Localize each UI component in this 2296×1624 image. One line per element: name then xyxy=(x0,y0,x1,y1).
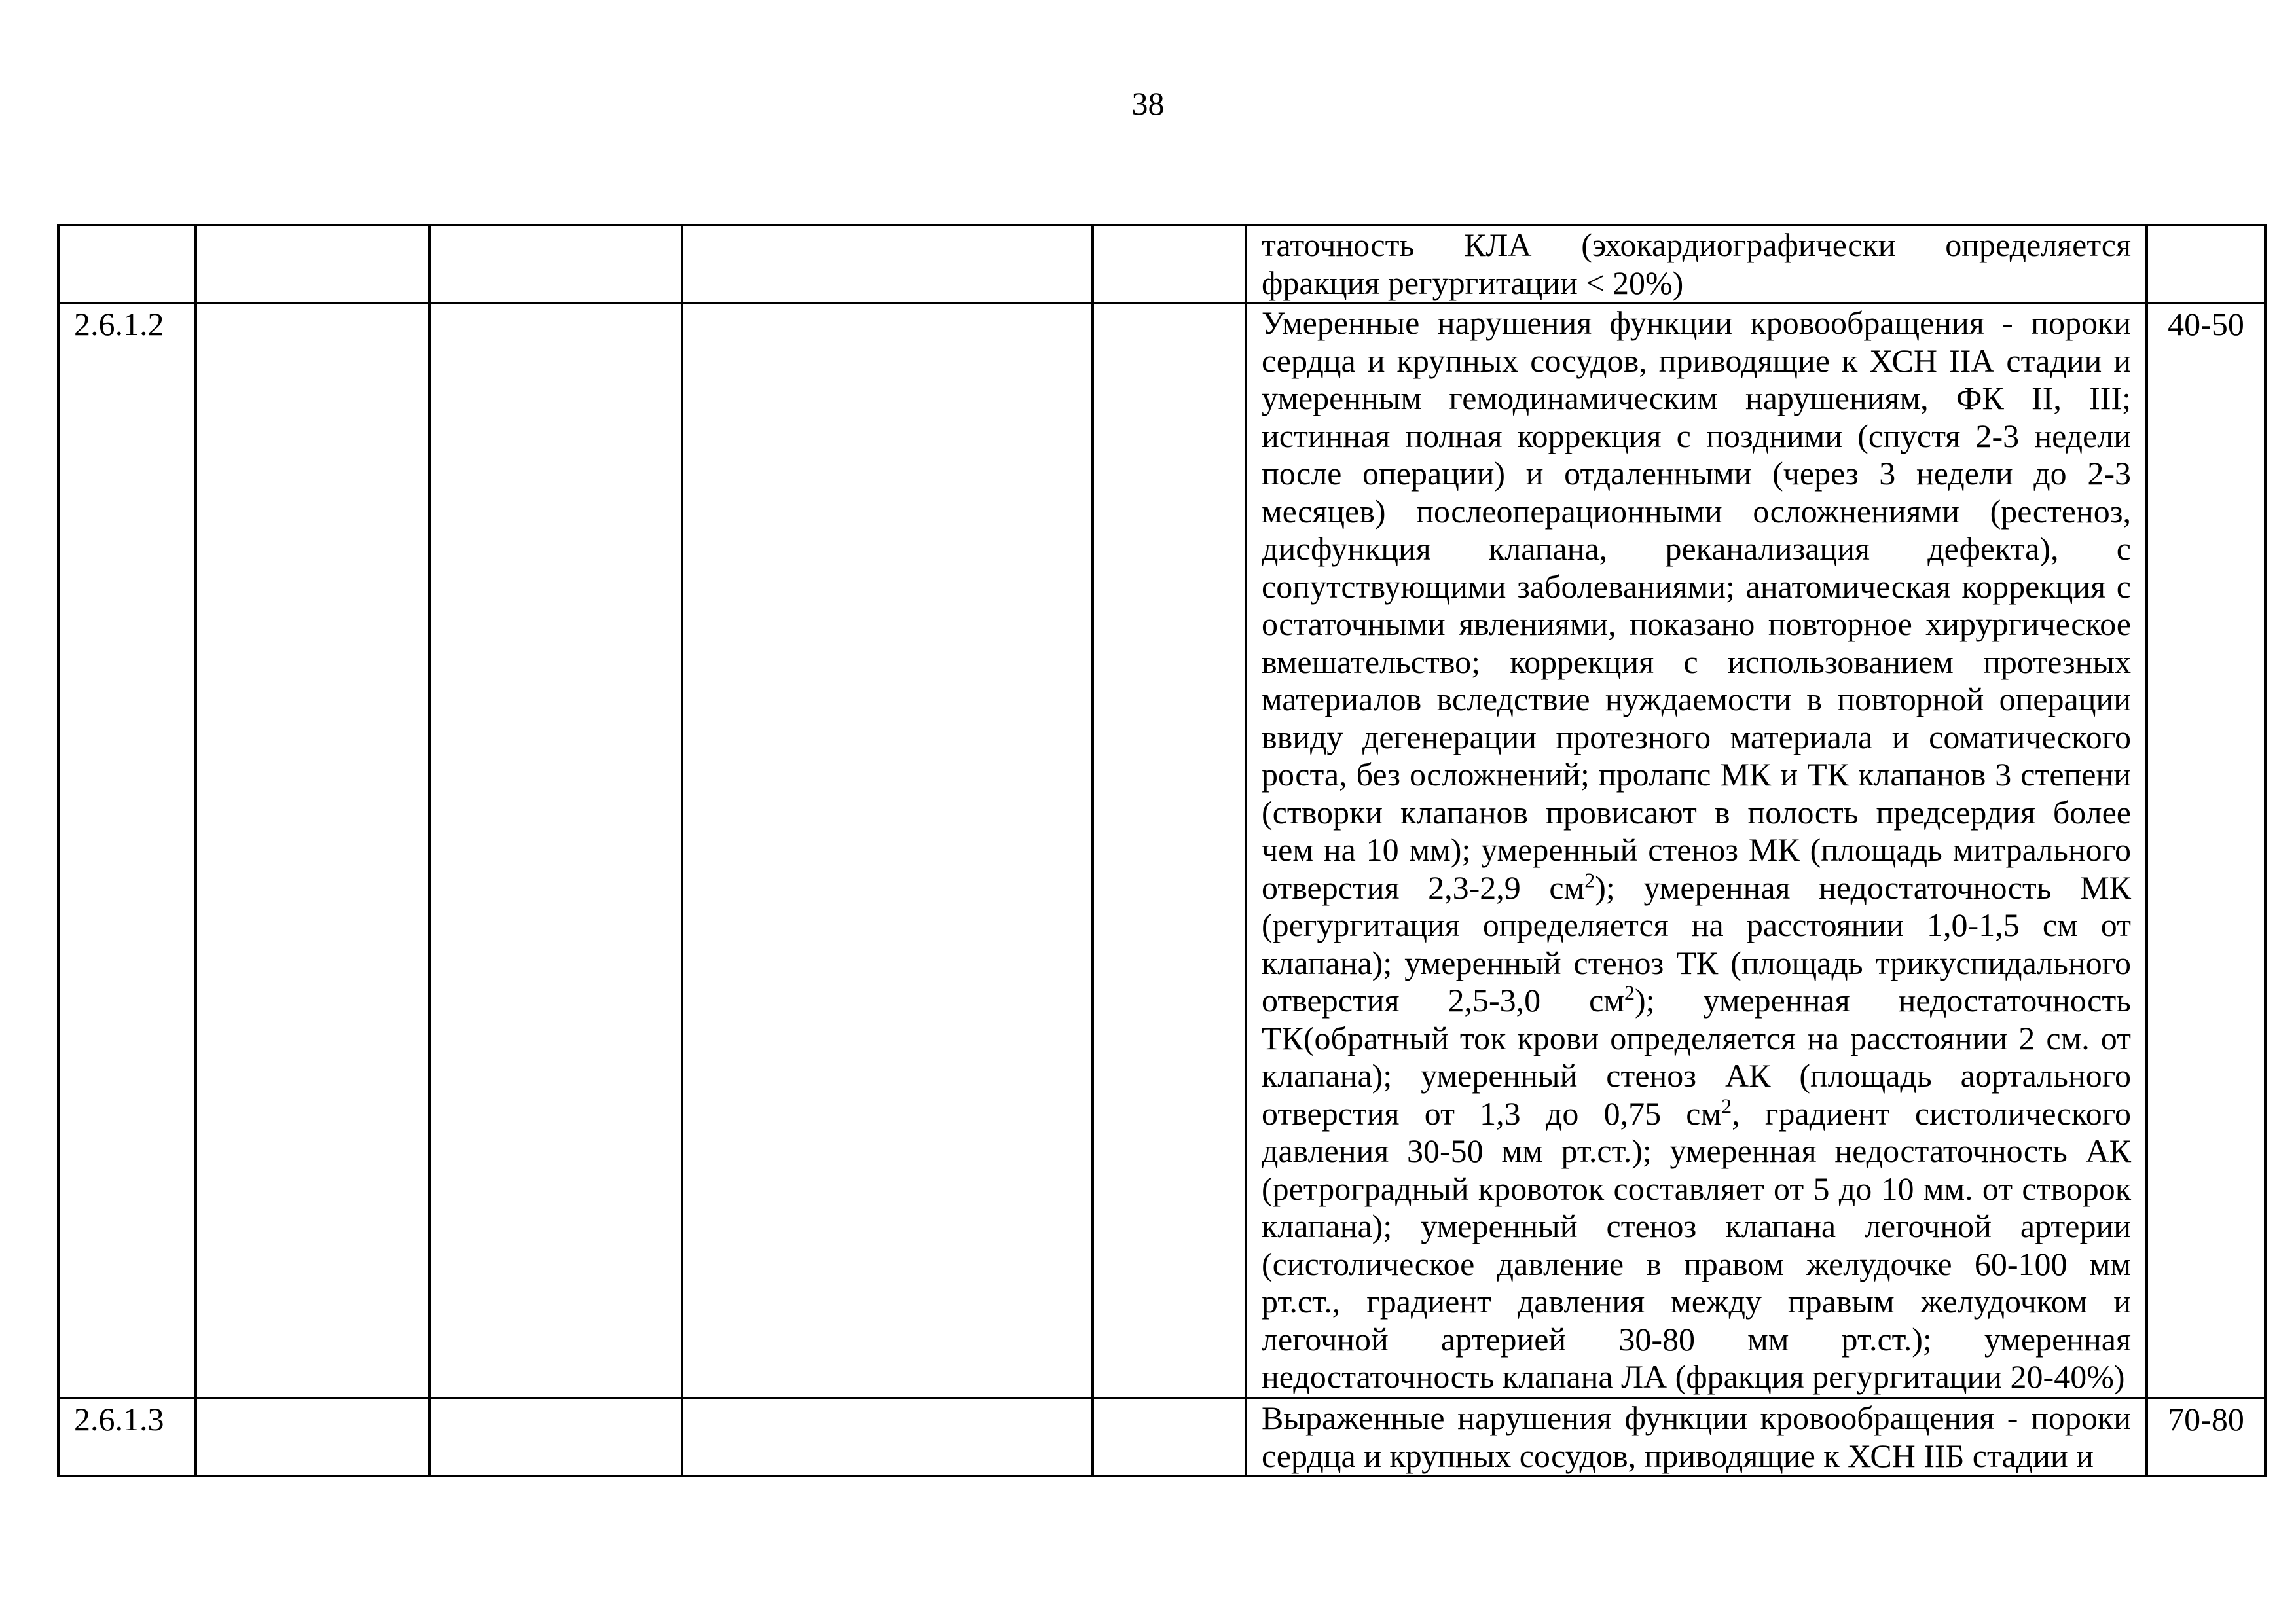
description-text xyxy=(1262,304,2131,1396)
empty-cell xyxy=(1093,1398,1246,1476)
empty-cell xyxy=(682,225,1093,303)
score-cell: 40-50 xyxy=(2147,303,2265,1398)
empty-cell xyxy=(682,1398,1093,1476)
empty-cell xyxy=(429,303,682,1398)
table-row xyxy=(58,303,2265,1398)
code-cell xyxy=(58,225,196,303)
description-segment: Умеренные нарушения функции кровообращения - пороки сердца и крупных сосудов, приводящие к ХСН IIА стадии и умеренным гемодинамическим нарушениям, ФК II, III; истинная полная коррекция с поздними (спустя 2-3 недели после операции) и отдаленными (через 3 недели до 2-3 месяцев) послеоперационными осложнениями (рестеноз, дисфункция клапана, реканализация дефекта), с сопутствующими заболеваниями; анатомическая коррекция с остаточными явлениями, показано повторное хирургическое вмешательство; коррекция с использованием протезных материалов вследствие нуждаемости в повторной операции ввиду дегенерации протезного материала и соматического роста, без осложнений; пролапс МК и ТК клапанов 3 степени (створки клапанов провисают в полость предсердия более чем на 10 мм); умеренный стеноз МК (площадь митрального отверстия 2,3-2,9 см xyxy=(1262,304,2131,906)
empty-cell xyxy=(1093,303,1246,1398)
empty-cell xyxy=(682,303,1093,1398)
description-cell xyxy=(1246,303,2147,1398)
superscript: 2 xyxy=(1624,981,1635,1005)
description-segment: ); умеренная недостаточность ТК(обратный ток крови определяется на расстоянии 2 см. от клапана); умеренный стеноз АК (площадь аортального отверстия от 1,3 до 0,75 см xyxy=(1262,982,2131,1132)
description-segment: , градиент систолического давления 30-50 мм рт.ст.); умеренная недостаточность АК (ретроградный кровоток составляет от 5 до 10 мм. от створок клапана); умеренный стеноз клапана легочной артерии (систолическое давление в правом желудочке 60-100 мм рт.ст., градиент давления между правым желудочком и легочной артерией 30-80 мм рт.ст.); умеренная недостаточность клапана ЛА (фракция регургитации 20-40%) xyxy=(1262,1094,2132,1395)
score-cell: 70-80 xyxy=(2147,1398,2265,1476)
description-text: таточность КЛА (эхокардиографически определяется фракция регургитации < 20%) xyxy=(1262,226,2131,301)
empty-cell xyxy=(429,1398,682,1476)
description-cell xyxy=(1246,225,2147,303)
page-number: 38 xyxy=(1131,85,1165,122)
table-row xyxy=(58,225,2265,303)
code-cell: 2.6.1.2 xyxy=(58,303,196,1398)
superscript: 2 xyxy=(1721,1093,1732,1117)
empty-cell xyxy=(429,225,682,303)
code-cell: 2.6.1.3 xyxy=(58,1398,196,1476)
table-row xyxy=(58,1398,2265,1476)
assessment-table xyxy=(57,224,2267,1477)
score-cell xyxy=(2147,225,2265,303)
empty-cell xyxy=(196,1398,429,1476)
description-text: Выраженные нарушения функции кровообращения - пороки сердца и крупных сосудов, приводящие к ХСН IIБ стадии и xyxy=(1262,1399,2131,1474)
description-segment: ); умеренная недостаточность МК (регургитация определяется на расстоянии 1,0-1,5 см от клапана); умеренный стеноз ТК (площадь трикуспидального отверстия 2,5-3,0 см xyxy=(1262,869,2132,1019)
empty-cell xyxy=(196,225,429,303)
superscript: 2 xyxy=(1584,867,1595,892)
description-cell xyxy=(1246,1398,2147,1476)
empty-cell xyxy=(196,303,429,1398)
empty-cell xyxy=(1093,225,1246,303)
